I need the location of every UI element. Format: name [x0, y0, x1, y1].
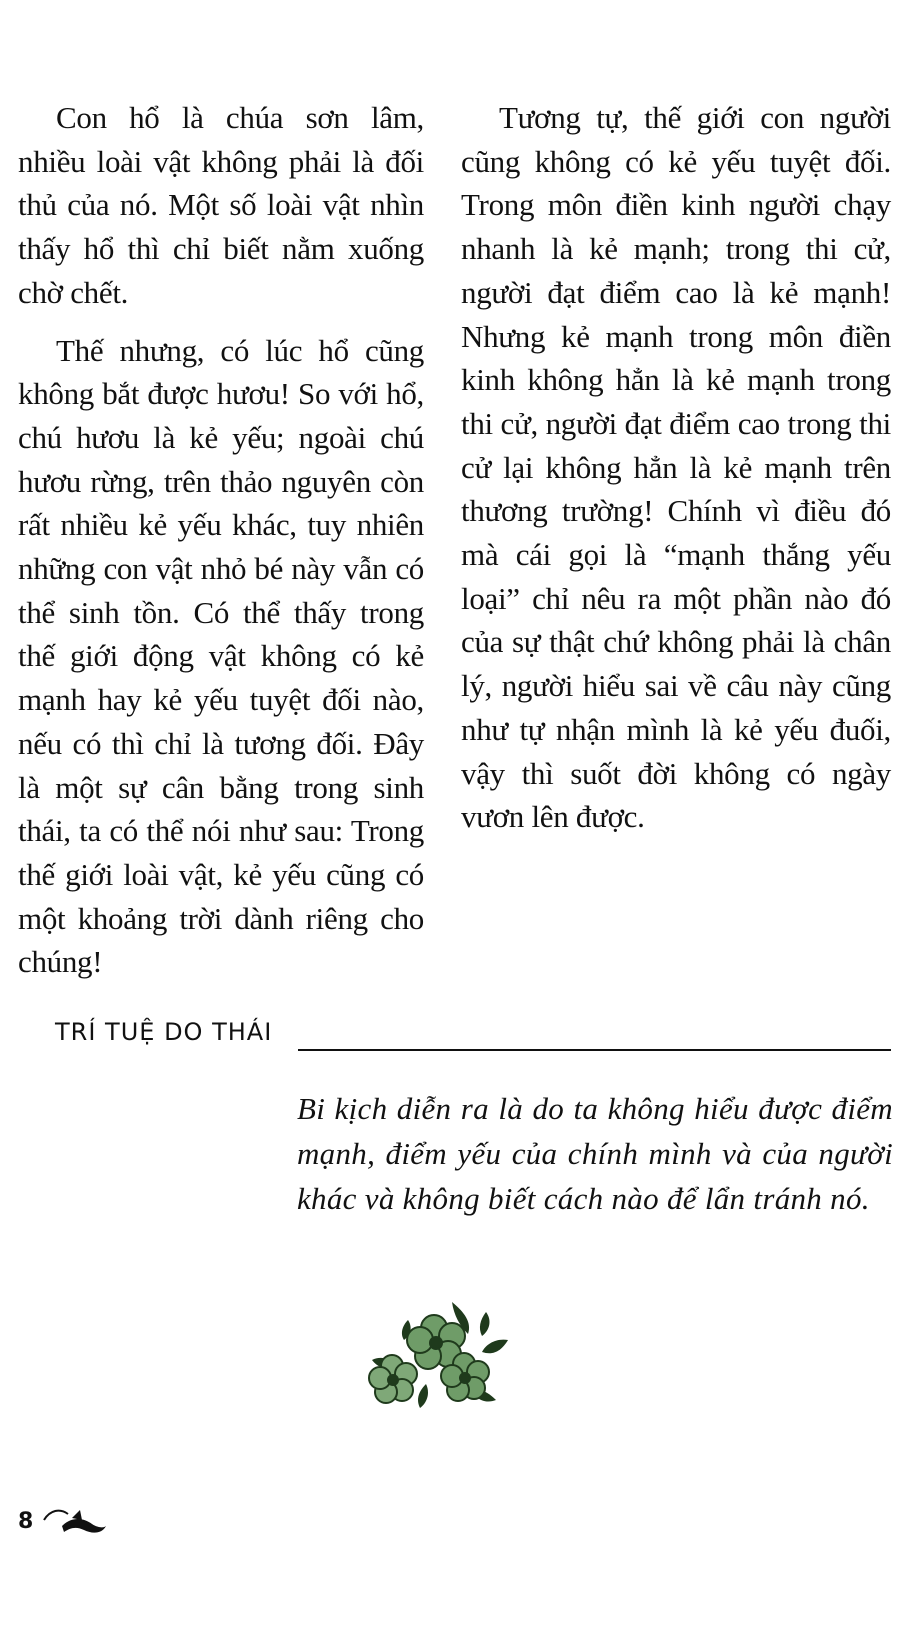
page-number: 8 [18, 1509, 34, 1534]
quote-text: Bi kịch diễn ra là do ta không hiểu được điểm mạnh, điểm yếu của chính mình và của người khác và không biết cách nào để lẩn tránh nó. [297, 1091, 893, 1216]
left-text-column [18, 96, 424, 998]
section-divider [298, 1049, 891, 1051]
right-paragraph-1: Tương tự, thế giới con người cũng không có kẻ yếu tuyệt đối. Trong môn điền kinh người chạy nhanh là kẻ mạnh; trong thi cử, người đạt điểm cao là kẻ mạnh! Nhưng kẻ mạnh trong môn điền kinh không hẳn là kẻ mạnh trong thi cử, người đạt điểm cao trong thi cử lại không hẳn là kẻ mạnh trên thương trường! Chính vì điều đó mà cái gọi là “mạnh thắng yếu loại” chỉ nêu ra một phần nào đó của sự thật chứ không phải là chân lý, người hiểu sai về câu này cũng như tự nhận mình là kẻ yếu đuối, vậy thì suốt đời không có ngày vươn lên được. [461, 100, 891, 835]
flower-illustration-icon [368, 1300, 518, 1410]
left-paragraph-2: Thế nhưng, có lúc hổ cũng không bắt được hươu! So với hổ, chú hươu là kẻ yếu; ngoài chú hươu rừng, trên thảo nguyên còn rất nhiều kẻ yếu khác, tuy nhiên những con vật nhỏ bé này vẫn có thể sinh tồn. Có thể thấy trong thế giới động vật không có kẻ mạnh hay kẻ yếu tuyệt đối nào, nếu có thì chỉ là tương đối. Đây là một sự cân bằng trong sinh thái, ta có thể nói như sau: Trong thế giới loài vật, kẻ yếu cũng có một khoảng trời dành riêng cho chúng! [18, 332, 424, 980]
page-corner-ornament-icon [42, 1506, 108, 1536]
left-paragraph-1: Con hổ là chúa sơn lâm, nhiều loài vật không phải là đối thủ của nó. Một số loài vật nhìn thấy hổ thì chỉ biết nằm xuống chờ chết. [18, 100, 424, 310]
section-label: TRÍ TUỆ DO THÁI [55, 1018, 273, 1046]
right-text-column [461, 96, 891, 853]
